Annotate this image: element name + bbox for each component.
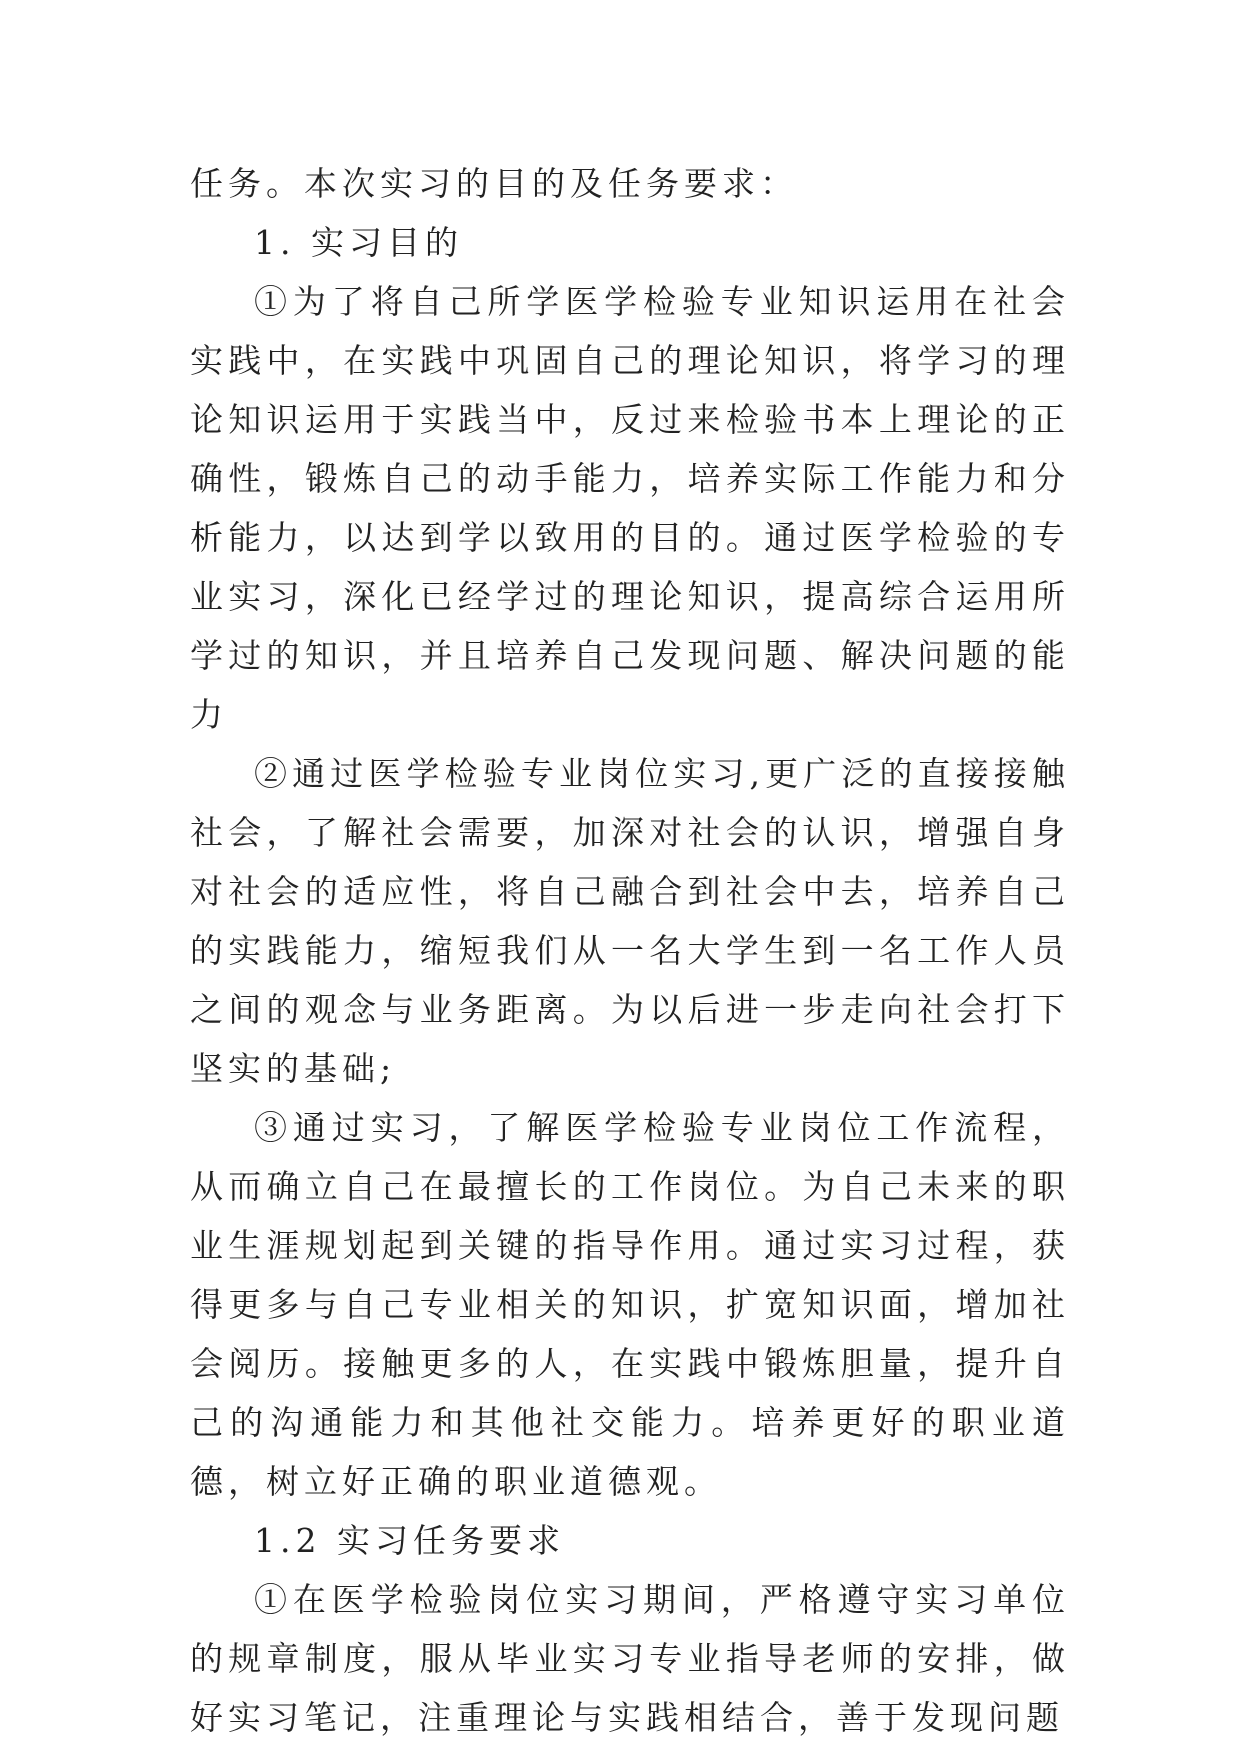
paragraph-intro: 任务。本次实习的目的及任务要求： <box>190 164 798 203</box>
paragraph-purpose-1: ①为了将自己所学医学检验专业知识运用在社会实践中，在实践中巩固自己的理论知识，将学习的理论知识运用于实践当中，反过来检验书本上理论的正确性，锻炼自己的动手能力，培养实际工作能力和分析能力，以达到学以致用的目的。通过医学检验的专业实习，深化已经学过的理论知识，提高综合运用所学过的知识，并且培养自己发现问题、解决问题的能力 <box>190 282 1070 734</box>
heading-internship-purpose: 1. 实习目的 <box>254 223 463 262</box>
paragraph-task-1: ①在医学检验岗位实习期间，严格遵守实习单位的规章制度，服从毕业实习专业指导老师的安排，做好实习笔记，注重理论与实践相结合，善于发现问题 <box>190 1580 1070 1737</box>
paragraph-purpose-2: ②通过医学检验专业岗位实习,更广泛的直接接触社会，了解社会需要，加深对社会的认识，增强自身对社会的适应性，将自己融合到社会中去，培养自己的实践能力，缩短我们从一名大学生到一名工作人员之间的观念与业务距离。为以后进一步走向社会打下坚实的基础; <box>190 754 1070 1088</box>
document-body <box>190 154 1070 1747</box>
heading-internship-tasks: 1.2 实习任务要求 <box>254 1521 565 1560</box>
paragraph-purpose-3: ③通过实习，了解医学检验专业岗位工作流程，从而确立自己在最擅长的工作岗位。为自己未来的职业生涯规划起到关键的指导作用。通过实习过程，获得更多与自己专业相关的知识，扩宽知识面，增加社会阅历。接触更多的人，在实践中锻炼胆量，提升自己的沟通能力和其他社交能力。培养更好的职业道德，树立好正确的职业道德观。 <box>190 1108 1070 1501</box>
